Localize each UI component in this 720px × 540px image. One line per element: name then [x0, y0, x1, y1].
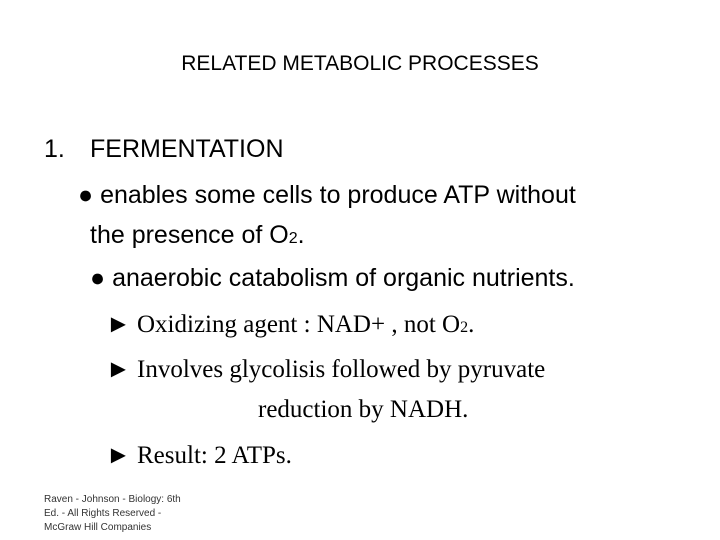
page-title: RELATED METABOLIC PROCESSES [181, 52, 539, 75]
sub-point-1: ► Oxidizing agent : NAD+ , not O2. [106, 311, 475, 338]
sub-point-2: ► Involves glycolisis followed by pyruvate [106, 356, 546, 383]
bullet-2 [90, 264, 575, 293]
bullet-marker: ● [78, 181, 94, 209]
bullet-1 [78, 181, 576, 210]
bullet-2-text: anaerobic catabolism of organic nutrients. [112, 264, 575, 292]
section-heading: FERMENTATION [90, 135, 284, 163]
sub-point-2-line2: reduction by NADH. [258, 396, 469, 423]
bullet-marker: ● [90, 264, 106, 292]
arrow-marker: ► [106, 311, 131, 338]
arrow-marker: ► [106, 356, 131, 383]
subscript: 2 [288, 230, 298, 247]
subscript: 2 [460, 319, 469, 336]
arrow-marker: ► [106, 442, 131, 469]
bullet-1-line2: the presence of O2. [90, 221, 305, 249]
citation: Raven - Johnson - Biology: 6th Ed. - All Rights Reserved - McGraw Hill Companies [44, 494, 181, 533]
bullet-1-line1: enables some cells to produce ATP without [100, 181, 576, 209]
section-number: 1. [44, 135, 65, 163]
sub-point-3: ► Result: 2 ATPs. [106, 442, 292, 469]
